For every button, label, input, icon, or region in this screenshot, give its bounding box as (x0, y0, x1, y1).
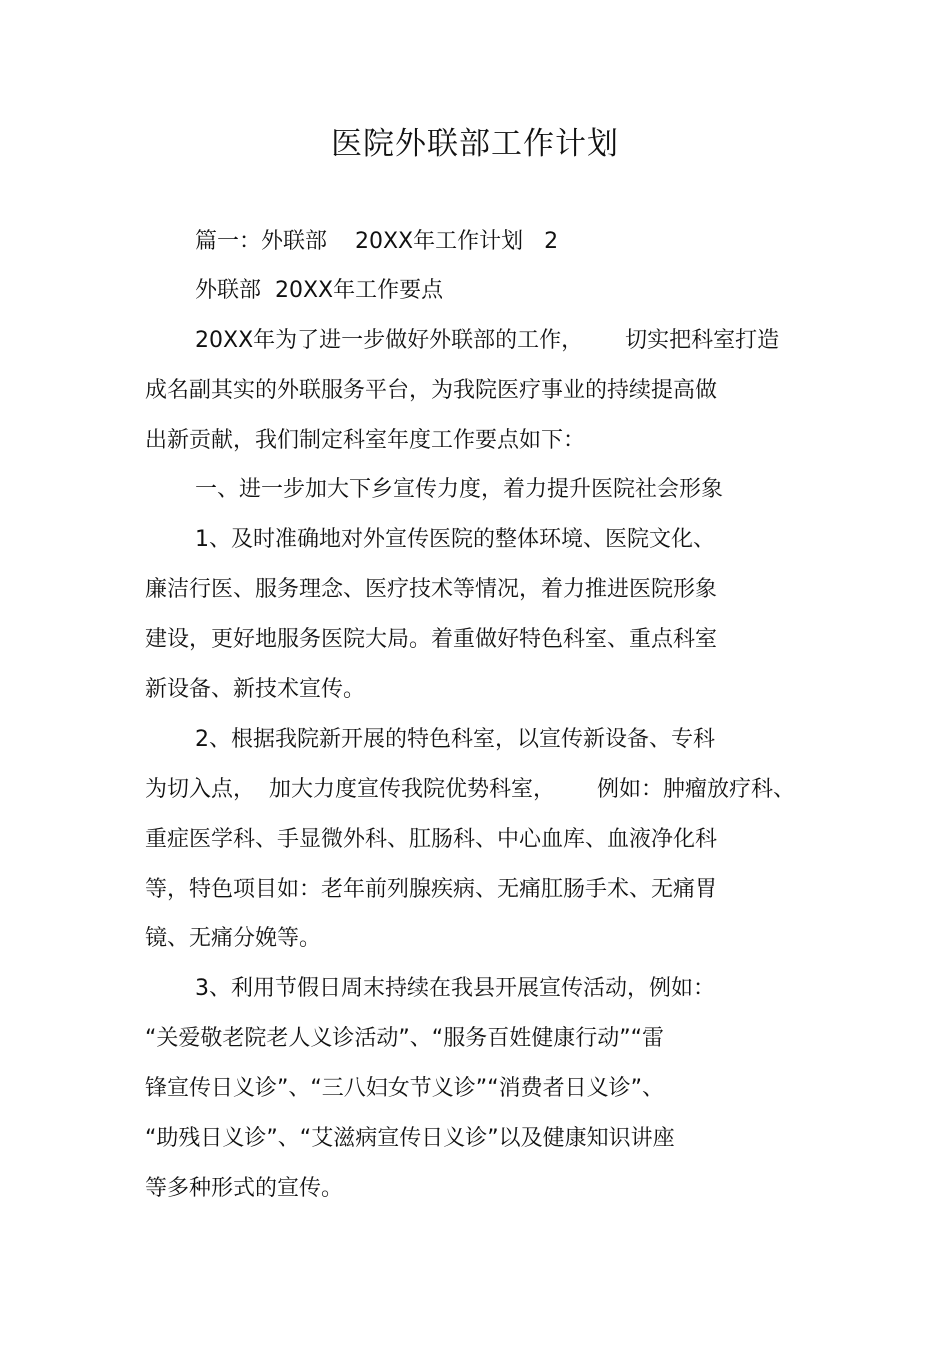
paragraph-line: “助残日义诊”、“艾滋病宣传日义诊”以及健康知识讲座 (145, 1126, 675, 1151)
section-heading: 篇一：外联部 20XX年工作计划 2 (195, 229, 559, 254)
paragraph-line: 3、利用节假日周末持续在我县开展宣传活动，例如： (195, 976, 715, 1001)
paragraph-line: 建设，更好地服务医院大局。着重做好特色科室、重点科室 (145, 627, 718, 652)
document-title: 医院外联部工作计划 (331, 126, 619, 162)
paragraph-line: 廉洁行医、服务理念、医疗技术等情况，着力推进医院形象 (145, 577, 718, 602)
paragraph-line: 等多种形式的宣传。 (145, 1176, 344, 1201)
paragraph-line: “关爱敬老院老人义诊活动”、“服务百姓健康行动”“雷 (145, 1026, 664, 1051)
subheading: 外联部 20XX年工作要点 (195, 278, 444, 303)
paragraph-line: 重症医学科、手显微外科、肛肠科、中心血库、血液净化科 (145, 827, 718, 852)
paragraph-line: 2、根据我院新开展的特色科室，以宣传新设备、专科 (195, 727, 715, 752)
paragraph-line: 20XX年为了进一步做好外联部的工作， 切实把科室打造 (195, 328, 780, 353)
paragraph-line: 等，特色项目如：老年前列腺疾病、无痛肛肠手术、无痛胃 (145, 877, 718, 902)
paragraph-line: 出新贡献，我们制定科室年度工作要点如下： (145, 428, 586, 453)
paragraph-line: 新设备、新技术宣传。 (145, 677, 366, 702)
paragraph-line: 成名副其实的外联服务平台，为我院医疗事业的持续提高做 (145, 378, 718, 403)
paragraph-line: 1、及时准确地对外宣传医院的整体环境、医院文化、 (195, 527, 715, 552)
paragraph-line: 为切入点， 加大力度宣传我院优势科室， 例如：肿瘤放疗科、 (145, 777, 795, 802)
paragraph-line: 锋宣传日义诊”、“三八妇女节义诊”“消费者日义诊”、 (145, 1076, 664, 1101)
item-heading: 一、进一步加大下乡宣传力度，着力提升医院社会形象 (195, 477, 724, 502)
paragraph-line: 镜、无痛分娩等。 (145, 926, 322, 951)
